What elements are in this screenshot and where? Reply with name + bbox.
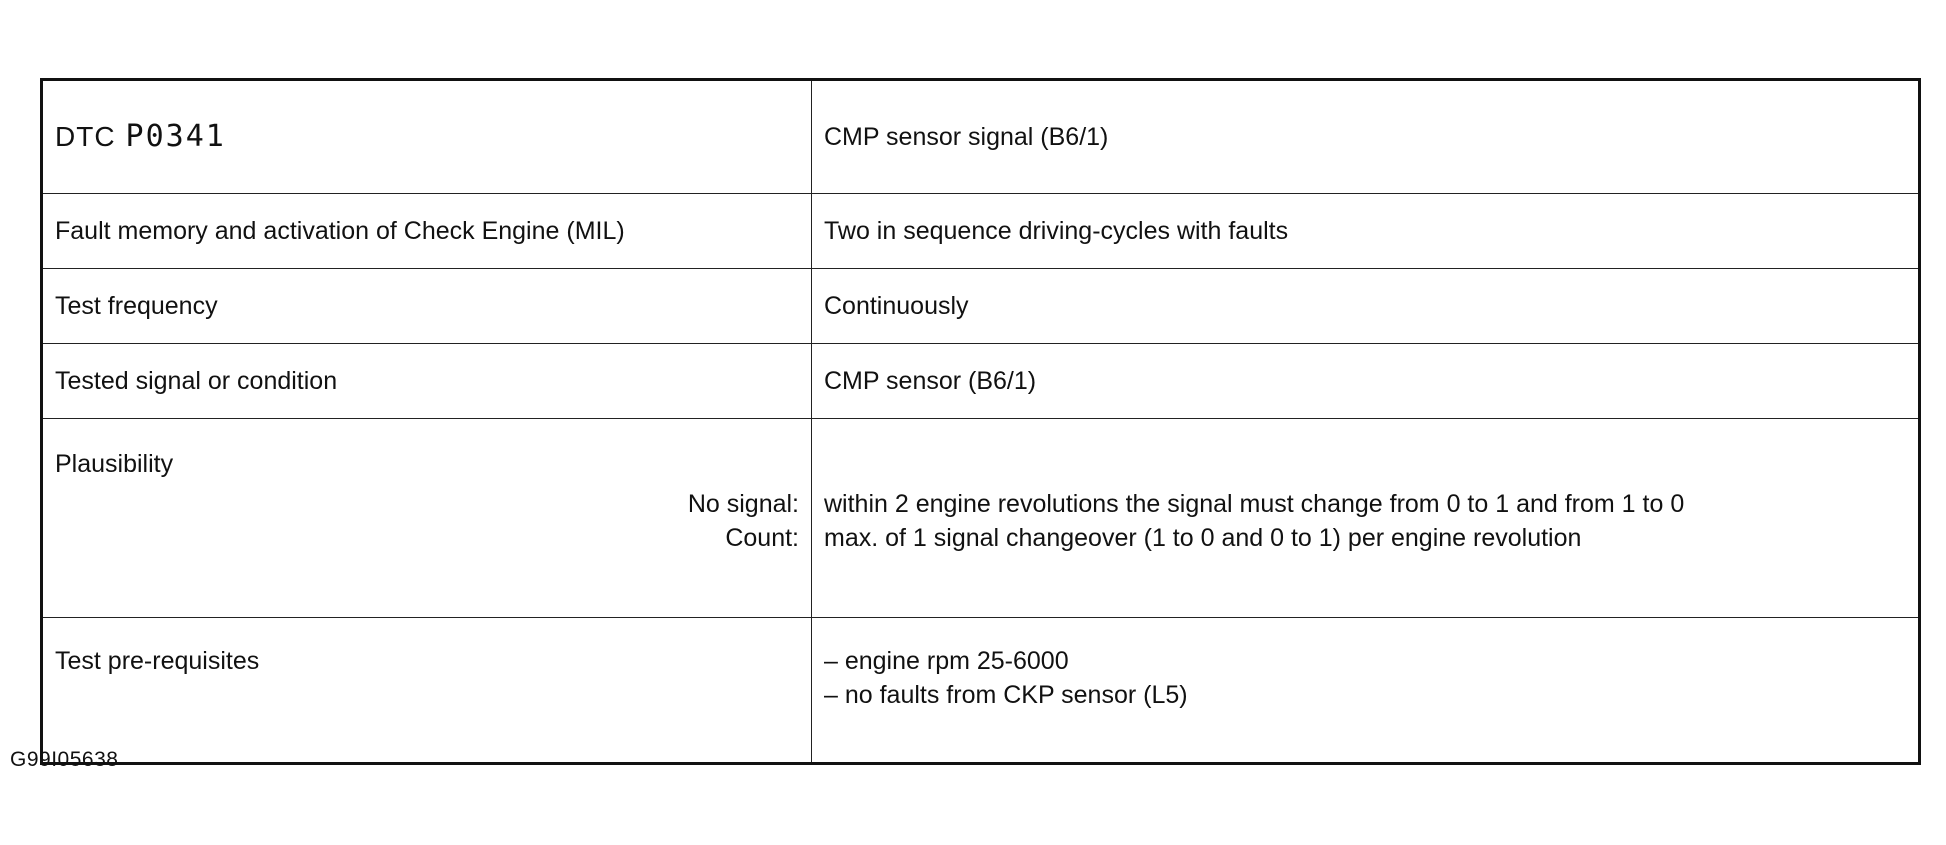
- plausibility-title: Plausibility: [55, 450, 174, 478]
- no-signal-value: within 2 engine revolutions the signal must change from 0 to 1 and from 1 to 0: [824, 490, 1685, 518]
- figure-id: G99I05638: [10, 748, 119, 771]
- count-label: Count:: [725, 524, 799, 552]
- plausibility-label-cell: [42, 419, 812, 618]
- dtc-title-cell: [42, 80, 812, 194]
- dtc-code: P0341: [125, 118, 226, 154]
- prerequisite-item: – no faults from CKP sensor (L5): [824, 681, 1188, 709]
- row-value: Continuously: [812, 269, 1920, 344]
- plausibility-row: [42, 419, 1920, 618]
- dtc-description: CMP sensor signal (B6/1): [812, 80, 1920, 194]
- dtc-label: DTC: [55, 120, 116, 152]
- row-label: Fault memory and activation of Check Engine (MIL): [42, 194, 812, 269]
- prerequisites-value-cell: [812, 618, 1920, 764]
- prerequisites-row: [42, 618, 1920, 764]
- dtc-table: [40, 78, 1921, 765]
- plausibility-values: [824, 447, 1906, 555]
- row-label: Test frequency: [42, 269, 812, 344]
- count-value: max. of 1 signal changeover (1 to 0 and 0 to 1) per engine revolution: [824, 524, 1582, 552]
- prerequisites-label: Test pre-requisites: [42, 618, 812, 764]
- row-label: Tested signal or condition: [42, 344, 812, 419]
- row-value: Two in sequence driving-cycles with faults: [812, 194, 1920, 269]
- no-signal-label: No signal:: [687, 490, 799, 518]
- table-row: [42, 344, 1920, 419]
- dtc-header-row: [42, 80, 1920, 194]
- table-row: [42, 269, 1920, 344]
- row-value: CMP sensor (B6/1): [812, 344, 1920, 419]
- prerequisite-item: – engine rpm 25-6000: [824, 647, 1069, 675]
- table-row: [42, 194, 1920, 269]
- plausibility-value-cell: [812, 419, 1920, 618]
